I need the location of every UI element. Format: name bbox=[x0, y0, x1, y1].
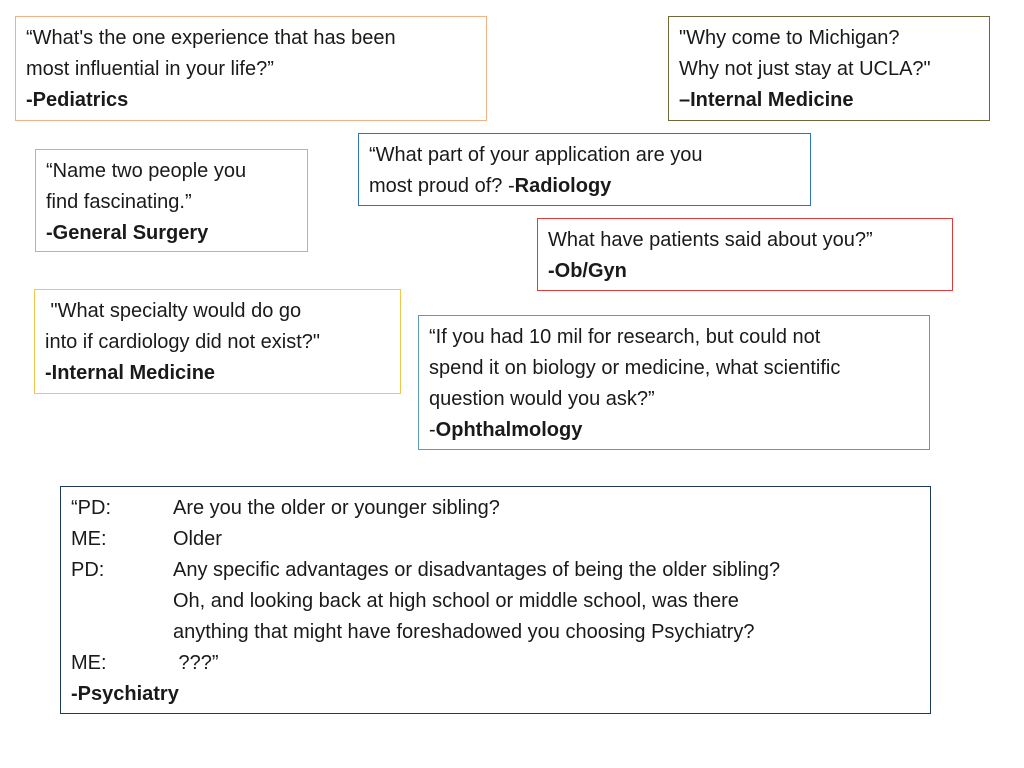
quote-text-line: question would you ask?” bbox=[429, 388, 655, 410]
dialogue-speaker: ME: bbox=[71, 652, 107, 674]
dialogue-line bbox=[71, 555, 920, 586]
quote-text-fragment: most proud of? - bbox=[369, 175, 515, 197]
specialty-label: -Internal Medicine bbox=[45, 362, 216, 384]
quote-text-line bbox=[369, 171, 800, 202]
specialty-label: -Ob/Gyn bbox=[548, 260, 627, 282]
quote-box-ob-gyn bbox=[537, 218, 953, 291]
dialogue-text: Are you the older or younger sibling? bbox=[173, 497, 500, 519]
quote-text-line bbox=[429, 415, 919, 446]
quote-text-line: “What's the one experience that has been bbox=[26, 27, 396, 49]
quote-text-line: find fascinating.” bbox=[46, 191, 192, 213]
specialty-label: Ophthalmology bbox=[435, 419, 583, 441]
quote-text-line: "What specialty would do go bbox=[45, 300, 302, 322]
specialty-label: Radiology bbox=[514, 175, 612, 197]
specialty-label: –Internal Medicine bbox=[679, 89, 854, 111]
quote-text-line: most influential in your life?” bbox=[26, 58, 274, 80]
dialogue-line bbox=[71, 648, 920, 679]
specialty-label: -Pediatrics bbox=[26, 89, 129, 111]
quote-text-line: "Why come to Michigan? bbox=[679, 27, 900, 49]
quote-text-line: “What part of your application are you bbox=[369, 144, 703, 166]
dialogue-speaker: ME: bbox=[71, 528, 107, 550]
dialogue-line bbox=[71, 493, 920, 524]
dialogue-continuation: anything that might have foreshadowed you choosing Psychiatry? bbox=[173, 621, 755, 643]
specialty-label: -Psychiatry bbox=[71, 683, 179, 705]
quote-box-ophthalmology bbox=[418, 315, 930, 450]
quote-box-pediatrics bbox=[15, 16, 487, 121]
quote-text-line: “If you had 10 mil for research, but could not bbox=[429, 326, 821, 348]
dialogue-line bbox=[71, 524, 920, 555]
specialty-label: -General Surgery bbox=[46, 222, 209, 244]
dialogue-text: ???” bbox=[173, 652, 219, 674]
quote-text-line: spend it on biology or medicine, what scientific bbox=[429, 357, 841, 379]
quote-text-line: into if cardiology did not exist?" bbox=[45, 331, 321, 353]
quote-text-line: What have patients said about you?” bbox=[548, 229, 873, 251]
dialogue-text: Older bbox=[173, 528, 222, 550]
quote-text-line: Why not just stay at UCLA?" bbox=[679, 58, 931, 80]
specialty-prefix: - bbox=[429, 419, 436, 441]
quote-box-general-surgery bbox=[35, 149, 308, 252]
dialogue-continuation: Oh, and looking back at high school or middle school, was there bbox=[173, 590, 739, 612]
quote-box-psychiatry bbox=[60, 486, 931, 714]
quote-box-internal-medicine-1 bbox=[668, 16, 990, 121]
quote-box-radiology bbox=[358, 133, 811, 206]
dialogue-text: Any specific advantages or disadvantages of being the older sibling? bbox=[173, 559, 781, 581]
dialogue-speaker: PD: bbox=[71, 559, 105, 581]
dialogue-speaker: “PD: bbox=[71, 497, 111, 519]
quote-box-internal-medicine-2 bbox=[34, 289, 401, 394]
quote-text-line: “Name two people you bbox=[46, 160, 247, 182]
